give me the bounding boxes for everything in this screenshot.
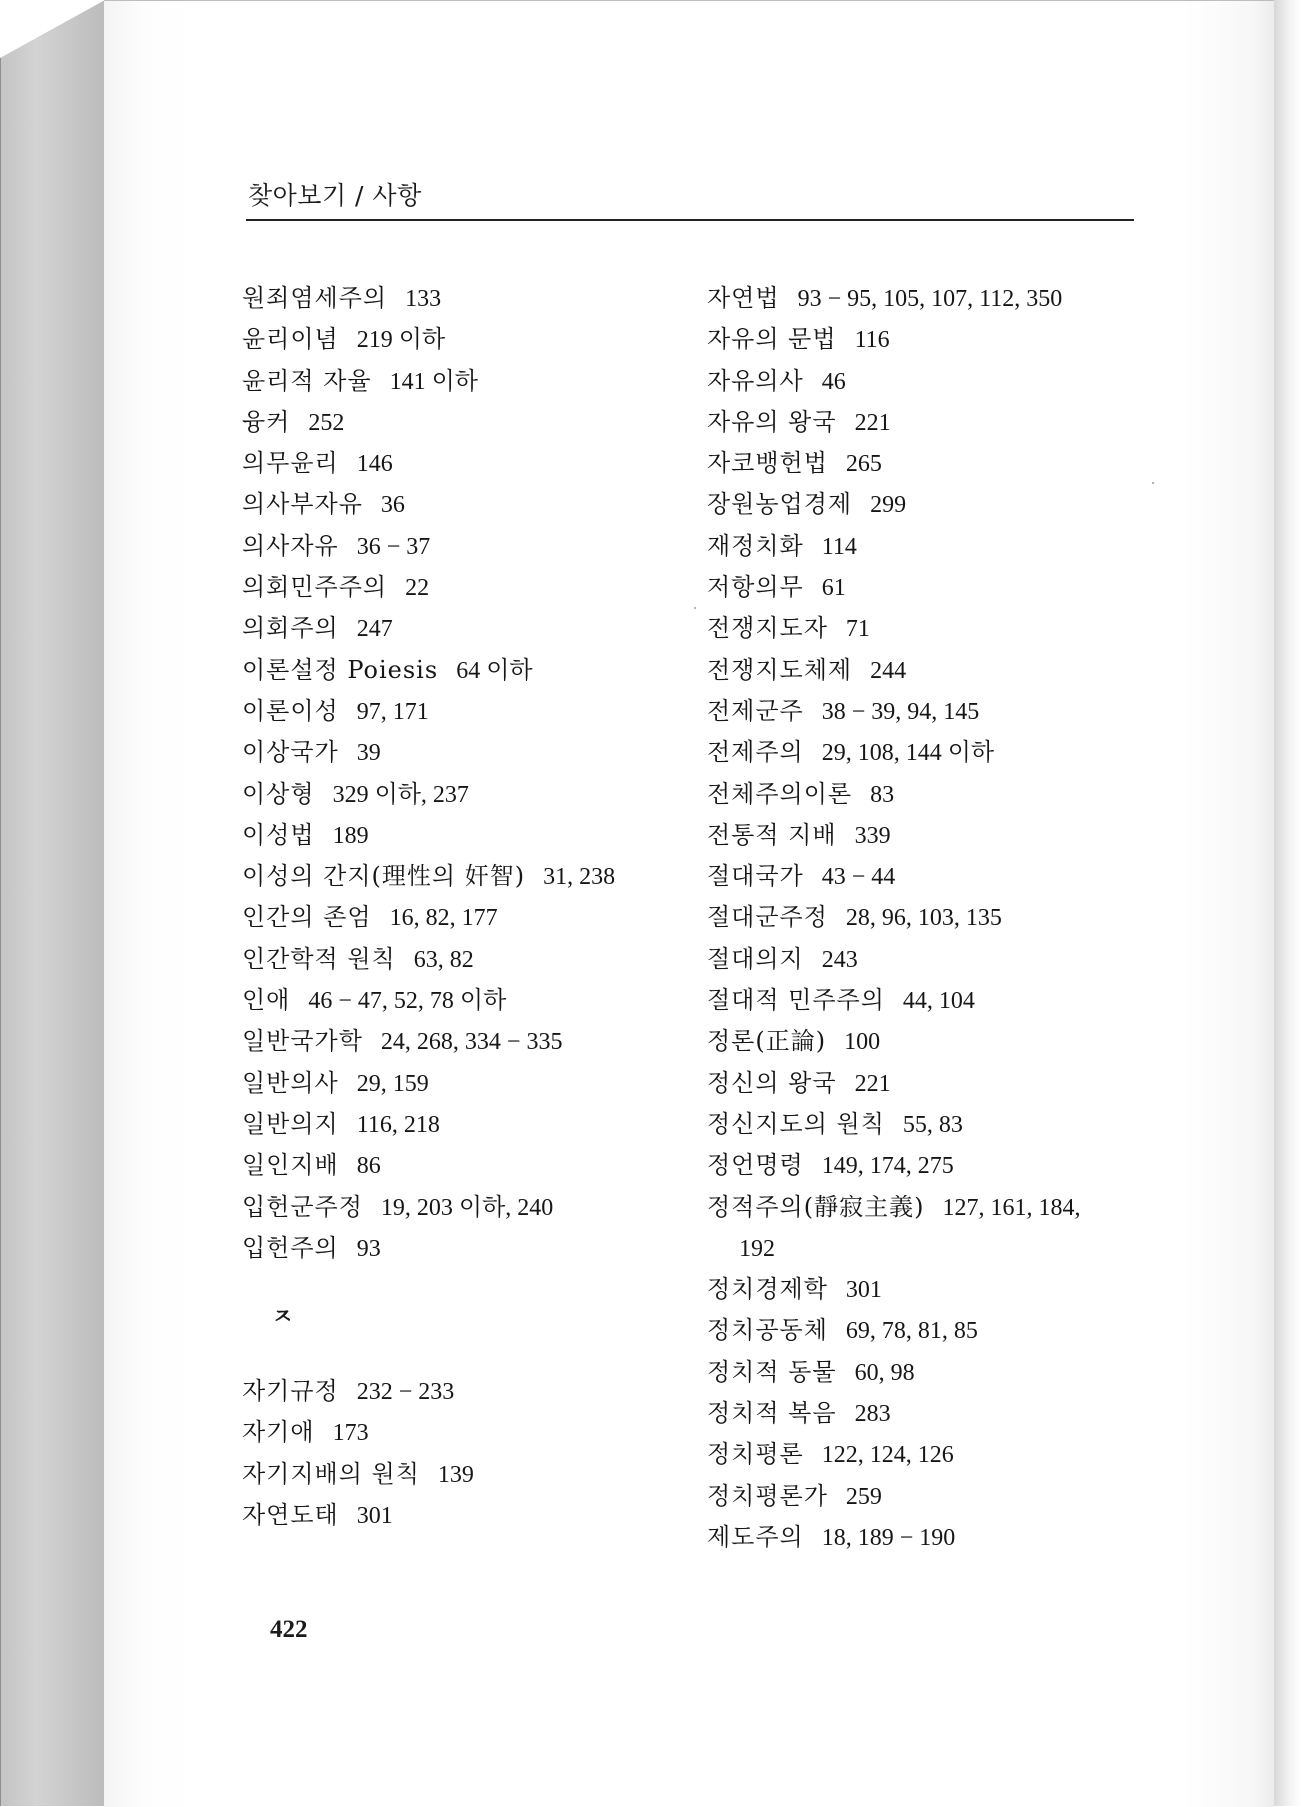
index-pages: 189 bbox=[332, 822, 369, 849]
index-pages: 141 이하 bbox=[389, 368, 478, 395]
index-pages: 18, 189 − 190 bbox=[821, 1524, 956, 1551]
index-entry bbox=[707, 1434, 1177, 1475]
index-term: 자연법 bbox=[707, 284, 780, 312]
index-entry bbox=[707, 1517, 1177, 1558]
index-entry bbox=[242, 815, 712, 856]
index-term: 자코뱅헌법 bbox=[707, 449, 828, 478]
index-entry bbox=[707, 484, 1177, 525]
index-term: 이상국가 bbox=[242, 738, 339, 767]
index-pages: 29, 159 bbox=[356, 1070, 429, 1097]
index-term: 정언명령 bbox=[707, 1151, 804, 1180]
index-pages: 252 bbox=[308, 409, 345, 436]
index-pages: 329 이하, 237 bbox=[332, 781, 469, 808]
index-entry bbox=[242, 980, 712, 1021]
index-entry bbox=[242, 526, 712, 567]
index-pages: 38 − 39, 94, 145 bbox=[821, 698, 980, 725]
index-entry bbox=[707, 1187, 1177, 1228]
index-term: 정론(正論) bbox=[707, 1027, 827, 1056]
index-entry bbox=[707, 526, 1177, 567]
index-term: 자유의 문법 bbox=[707, 325, 837, 354]
index-pages: 339 bbox=[854, 822, 891, 849]
index-term: 일반의지 bbox=[242, 1109, 339, 1138]
index-pages: 36 − 37 bbox=[356, 533, 431, 560]
index-term: 정치평론 bbox=[707, 1440, 804, 1469]
index-term: 원죄염세주의 bbox=[242, 284, 388, 312]
index-pages: 244 bbox=[870, 657, 907, 684]
index-term: 절대국가 bbox=[707, 862, 804, 891]
index-pages: 28, 96, 103, 135 bbox=[845, 905, 1002, 932]
right-entries bbox=[707, 278, 1177, 1558]
index-term: 이론설정 Poiesis bbox=[242, 655, 439, 684]
index-pages: 259 bbox=[845, 1483, 882, 1510]
index-term: 자기애 bbox=[242, 1418, 315, 1447]
index-term: 일반의사 bbox=[242, 1068, 339, 1097]
paper-speck bbox=[694, 607, 696, 609]
index-entry bbox=[707, 939, 1177, 980]
index-pages: 93 bbox=[356, 1235, 381, 1262]
index-column-left bbox=[242, 278, 712, 1536]
index-entry bbox=[707, 361, 1177, 402]
index-entry bbox=[707, 856, 1177, 897]
index-entry bbox=[242, 1187, 712, 1228]
index-pages: 61 bbox=[821, 575, 846, 602]
index-term: 장원농업경제 bbox=[707, 490, 853, 519]
index-term: 인간학적 원칙 bbox=[242, 944, 396, 973]
page-right-shadow bbox=[1274, 0, 1301, 1806]
index-entry bbox=[707, 1104, 1177, 1145]
section-letter: ㅈ bbox=[272, 1305, 294, 1331]
index-pages: 146 bbox=[356, 451, 393, 478]
index-entry bbox=[242, 608, 712, 649]
index-pages: 100 bbox=[844, 1029, 881, 1056]
index-entry bbox=[242, 278, 712, 319]
page-number: 422 bbox=[270, 1616, 308, 1643]
index-term: 자유의사 bbox=[707, 366, 804, 395]
index-entry bbox=[242, 1145, 712, 1186]
index-term: 정적주의(靜寂主義) bbox=[707, 1192, 925, 1221]
index-term: 자기지배의 원칙 bbox=[242, 1459, 420, 1488]
index-term: 이성법 bbox=[242, 820, 315, 849]
index-entry bbox=[707, 897, 1177, 938]
index-pages: 299 bbox=[870, 492, 907, 519]
index-term: 융커 bbox=[242, 407, 291, 436]
index-pages: 24, 268, 334 − 335 bbox=[380, 1029, 563, 1056]
index-entry bbox=[242, 484, 712, 525]
index-entry bbox=[242, 1104, 712, 1145]
index-pages: 114 bbox=[821, 533, 857, 560]
index-term: 전제군주 bbox=[707, 696, 804, 725]
header-rule bbox=[246, 219, 1134, 221]
index-entry bbox=[707, 815, 1177, 856]
index-term: 제도주의 bbox=[707, 1522, 804, 1551]
index-pages: 36 bbox=[380, 492, 405, 519]
index-entry bbox=[707, 567, 1177, 608]
index-pages: 93 − 95, 105, 107, 112, 350 bbox=[797, 286, 1063, 312]
index-entry bbox=[707, 608, 1177, 649]
index-term: 인간의 존엄 bbox=[242, 903, 372, 932]
index-entry bbox=[242, 897, 712, 938]
index-pages: 192 bbox=[739, 1235, 775, 1262]
index-entry bbox=[242, 856, 712, 897]
index-term: 정치평론가 bbox=[707, 1481, 828, 1510]
index-term: 의사부자유 bbox=[242, 490, 363, 519]
index-pages: 19, 203 이하, 240 bbox=[380, 1194, 554, 1221]
index-term: 전쟁지도자 bbox=[707, 614, 828, 643]
index-entry bbox=[242, 1454, 712, 1495]
index-entry bbox=[707, 1352, 1177, 1393]
index-entry bbox=[707, 319, 1177, 360]
index-term: 자기규정 bbox=[242, 1377, 339, 1406]
index-entry bbox=[707, 1393, 1177, 1434]
index-pages: 97, 171 bbox=[356, 698, 429, 725]
index-term: 이성의 간지(理性의 奸智) bbox=[242, 862, 526, 891]
index-pages: 232 − 233 bbox=[356, 1379, 455, 1406]
index-pages: 86 bbox=[356, 1153, 381, 1180]
left-entries-after bbox=[242, 1371, 712, 1536]
index-entry bbox=[707, 774, 1177, 815]
index-entry bbox=[707, 278, 1177, 319]
index-entry bbox=[242, 361, 712, 402]
index-entry bbox=[242, 1063, 712, 1104]
index-term: 윤리적 자율 bbox=[242, 366, 372, 395]
index-entry bbox=[242, 732, 712, 773]
index-entry bbox=[242, 774, 712, 815]
index-entry bbox=[707, 1228, 1177, 1269]
index-term: 자유의 왕국 bbox=[707, 407, 837, 436]
index-entry bbox=[242, 1228, 712, 1269]
index-pages: 22 bbox=[405, 575, 430, 602]
index-entry bbox=[242, 939, 712, 980]
index-term: 정신의 왕국 bbox=[707, 1068, 837, 1097]
index-term: 정치경제학 bbox=[707, 1275, 828, 1304]
index-term: 입헌군주정 bbox=[242, 1192, 363, 1221]
index-term: 절대군주정 bbox=[707, 903, 828, 932]
index-term: 전체주의이론 bbox=[707, 779, 853, 808]
index-term: 정신지도의 원칙 bbox=[707, 1109, 885, 1138]
index-term: 자연도태 bbox=[242, 1501, 339, 1530]
index-pages: 221 bbox=[854, 409, 891, 436]
index-pages: 16, 82, 177 bbox=[389, 905, 498, 932]
index-pages: 29, 108, 144 이하 bbox=[821, 740, 995, 767]
index-entry bbox=[242, 1371, 712, 1412]
index-term: 정치적 동물 bbox=[707, 1357, 837, 1386]
index-pages: 71 bbox=[845, 616, 870, 643]
index-column-right bbox=[707, 278, 1177, 1558]
index-term: 정치공동체 bbox=[707, 1316, 828, 1345]
index-pages: 46 bbox=[821, 368, 846, 395]
index-entry bbox=[707, 402, 1177, 443]
index-entry bbox=[242, 1021, 712, 1062]
index-entry bbox=[707, 1021, 1177, 1062]
index-entry bbox=[707, 1476, 1177, 1517]
index-entry bbox=[707, 1269, 1177, 1310]
index-pages: 64 이하 bbox=[456, 657, 533, 684]
index-pages: 83 bbox=[870, 781, 895, 808]
index-term: 전통적 지배 bbox=[707, 820, 837, 849]
index-pages: 46 − 47, 52, 78 이하 bbox=[308, 988, 507, 1015]
index-entry bbox=[707, 1310, 1177, 1351]
running-header: 찾아보기 / 사항 bbox=[248, 181, 422, 210]
index-entry bbox=[242, 319, 712, 360]
index-pages: 283 bbox=[854, 1401, 891, 1428]
index-entry bbox=[707, 1145, 1177, 1186]
index-pages: 243 bbox=[821, 946, 858, 973]
index-pages: 247 bbox=[356, 616, 393, 643]
index-term: 이상형 bbox=[242, 779, 315, 808]
index-entry bbox=[242, 1495, 712, 1536]
index-entry bbox=[242, 650, 712, 691]
index-pages: 116 bbox=[854, 327, 890, 354]
index-term: 전쟁지도체제 bbox=[707, 655, 853, 684]
index-term: 절대적 민주주의 bbox=[707, 986, 885, 1015]
index-pages: 173 bbox=[332, 1420, 369, 1447]
index-pages: 43 − 44 bbox=[821, 864, 896, 891]
index-term: 의회민주주의 bbox=[242, 573, 388, 602]
index-term: 전제주의 bbox=[707, 738, 804, 767]
index-entry bbox=[242, 567, 712, 608]
book-spine-side bbox=[0, 0, 105, 1806]
index-pages: 122, 124, 126 bbox=[821, 1442, 954, 1469]
index-pages: 301 bbox=[356, 1503, 393, 1530]
index-pages: 219 이하 bbox=[356, 327, 446, 354]
index-pages: 31, 238 bbox=[543, 864, 616, 891]
index-entry bbox=[242, 1412, 712, 1453]
book-spine-edge bbox=[0, 58, 1, 1806]
index-term: 정치적 복음 bbox=[707, 1399, 837, 1428]
index-entry bbox=[707, 980, 1177, 1021]
index-pages: 301 bbox=[845, 1277, 882, 1304]
index-entry bbox=[242, 691, 712, 732]
index-term: 윤리이념 bbox=[242, 325, 339, 354]
index-entry bbox=[707, 691, 1177, 732]
index-entry bbox=[707, 650, 1177, 691]
index-term: 이론이성 bbox=[242, 696, 339, 725]
index-term: 재정치화 bbox=[707, 531, 804, 560]
index-pages: 69, 78, 81, 85 bbox=[845, 1318, 978, 1345]
paper-speck bbox=[1152, 482, 1154, 484]
index-pages: 39 bbox=[356, 740, 381, 767]
index-entry bbox=[707, 443, 1177, 484]
index-entry bbox=[707, 732, 1177, 773]
index-pages: 60, 98 bbox=[854, 1359, 915, 1386]
index-term: 저항의무 bbox=[707, 573, 804, 602]
index-term: 절대의지 bbox=[707, 944, 804, 973]
index-pages: 44, 104 bbox=[902, 988, 975, 1015]
index-term: 입헌주의 bbox=[242, 1233, 339, 1262]
index-term: 의무윤리 bbox=[242, 449, 339, 478]
left-entries bbox=[242, 278, 712, 1269]
index-pages: 116, 218 bbox=[356, 1111, 440, 1138]
index-pages: 133 bbox=[405, 286, 442, 312]
index-pages: 265 bbox=[845, 451, 882, 478]
index-pages: 139 bbox=[437, 1461, 474, 1488]
index-term: 일인지배 bbox=[242, 1151, 339, 1180]
index-pages: 63, 82 bbox=[413, 946, 474, 973]
index-pages: 149, 174, 275 bbox=[821, 1153, 954, 1180]
index-term: 일반국가학 bbox=[242, 1027, 363, 1056]
index-term: 의회주의 bbox=[242, 614, 339, 643]
index-entry bbox=[707, 1063, 1177, 1104]
index-pages: 221 bbox=[854, 1070, 891, 1097]
index-pages: 55, 83 bbox=[902, 1111, 963, 1138]
index-entry bbox=[242, 402, 712, 443]
index-term: 인애 bbox=[242, 986, 291, 1015]
index-pages: 127, 161, 184, bbox=[942, 1194, 1081, 1221]
index-term: 의사자유 bbox=[242, 531, 339, 560]
index-entry bbox=[242, 443, 712, 484]
